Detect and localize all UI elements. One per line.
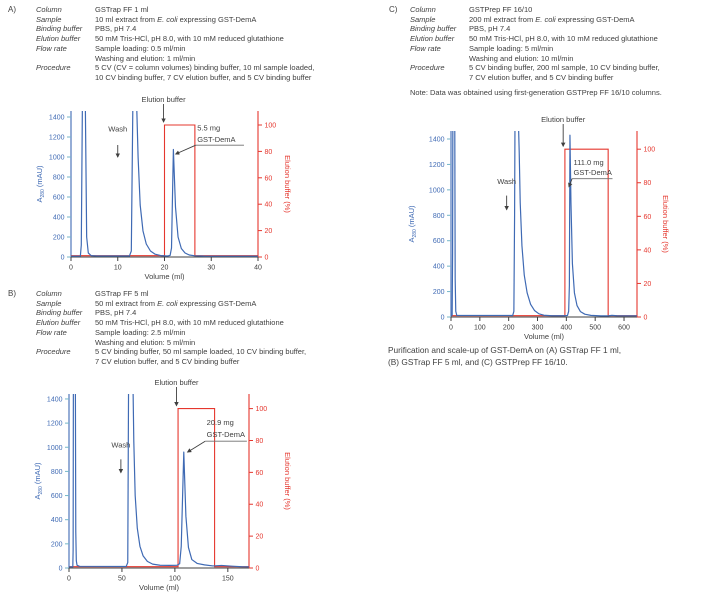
condition-row [36, 289, 306, 299]
condition-value: 5 CV binding buffer, 200 ml sample, 10 CV binding buffer, [469, 63, 660, 73]
wash-label: Wash [497, 177, 517, 187]
y-right-tick-label: 40 [264, 201, 273, 209]
y-left-tick-label: 200 [50, 541, 63, 549]
y-right-tick-label: 20 [255, 533, 264, 541]
y-right-tick-label: 60 [255, 469, 264, 477]
condition-row [36, 34, 314, 44]
condition-key: Column [410, 5, 436, 14]
chromatogram-svg-b [30, 372, 306, 599]
condition-value: Washing and elution: 1 ml/min [95, 53, 196, 63]
condition-row [36, 54, 314, 64]
condition-row [36, 63, 314, 73]
condition-value: GSTrap FF 5 ml [95, 289, 149, 298]
y-right-tick-label: 0 [264, 254, 269, 262]
y-left-tick-label: 0 [440, 314, 445, 322]
condition-key: Binding buffer [36, 308, 83, 318]
chromatogram-a [30, 90, 306, 286]
x-tick-label: 0 [69, 264, 73, 272]
y-left-tick-label: 1400 [48, 114, 65, 122]
y-right-axis-title: Elution buffer (%) [661, 195, 670, 253]
y-right-tick-label: 100 [255, 406, 268, 414]
condition-row [36, 308, 306, 318]
x-tick-label: 500 [589, 324, 602, 332]
condition-key [36, 73, 95, 83]
condition-value: PBS, pH 7.4 [95, 308, 137, 318]
y-right-tick-label: 40 [255, 501, 264, 509]
condition-value: Washing and elution: 10 ml/min [469, 53, 574, 63]
x-tick-label: 0 [449, 324, 453, 332]
condition-row [36, 328, 306, 338]
condition-key: Procedure [36, 63, 71, 73]
condition-value: 10 ml extract from E. coli expressing GST-DemA [95, 14, 257, 24]
x-axis-title: Volume (ml) [144, 272, 185, 281]
condition-row [410, 34, 662, 44]
condition-row [410, 5, 662, 15]
peak-arrow [188, 441, 206, 452]
y-left-tick-label: 1200 [46, 420, 63, 428]
condition-value: PBS, pH 7.4 [469, 24, 511, 34]
x-tick-label: 100 [473, 324, 486, 332]
condition-key: Procedure [36, 347, 71, 357]
y-left-axis-title: $A_{280}$ (mAU) [35, 165, 46, 203]
panel-b-conditions-table [36, 289, 306, 367]
condition-row [36, 357, 306, 367]
elution-step-trace [71, 125, 258, 256]
condition-key [36, 54, 95, 64]
condition-value: 10 CV binding buffer, 7 CV elution buffer, and 5 CV binding buffer [95, 72, 312, 82]
y-left-tick-label: 0 [58, 565, 63, 573]
condition-key: Flow rate [410, 43, 441, 53]
condition-value: Sample loading: 0.5 ml/min [95, 43, 186, 53]
condition-value: Sample loading: 5 ml/min [469, 43, 554, 53]
elution-buffer-label: Elution buffer [141, 95, 186, 104]
y-left-tick-label: 200 [52, 234, 65, 242]
panel-a-label: A) [8, 5, 16, 14]
wash-label: Wash [108, 124, 128, 134]
panel-c-conditions [389, 5, 662, 97]
condition-key: Binding buffer [410, 24, 457, 34]
y-left-tick-label: 600 [432, 238, 445, 246]
y-left-tick-label: 200 [432, 289, 445, 297]
y-right-tick-label: 100 [264, 122, 277, 130]
condition-row [36, 44, 314, 54]
condition-row [36, 24, 314, 34]
x-tick-label: 150 [221, 575, 234, 583]
condition-value: Sample loading: 2.5 ml/min [95, 327, 186, 337]
y-right-tick-label: 80 [264, 148, 273, 156]
condition-row [36, 299, 306, 309]
y-left-tick-label: 800 [50, 468, 63, 476]
condition-key: Elution buffer [36, 318, 81, 328]
condition-value: Washing and elution: 5 ml/min [95, 337, 196, 347]
panel-c-note: Note: Data was obtained using first-generation GSTPrep FF 16/10 columns. [410, 87, 662, 97]
condition-value: 50 mM Tris-HCl, pH 8.0, with 10 mM reduced glutathione [95, 34, 284, 44]
y-left-tick-label: 1200 [48, 134, 65, 142]
condition-key: Binding buffer [36, 24, 83, 34]
condition-key: Procedure [410, 63, 445, 73]
y-right-tick-label: 80 [255, 437, 264, 445]
condition-key: Elution buffer [36, 34, 81, 44]
y-left-tick-label: 1400 [428, 136, 445, 144]
peak-arrow [176, 145, 196, 154]
condition-key: Sample [36, 298, 62, 308]
peak-yield-label: 5.5 mg [197, 123, 221, 133]
condition-value: 7 CV elution buffer, and 5 CV binding buffer [469, 72, 614, 82]
panel-a-conditions-table [36, 5, 314, 83]
y-left-tick-label: 0 [60, 254, 65, 262]
y-right-tick-label: 60 [264, 175, 273, 183]
condition-key: Sample [410, 14, 436, 24]
y-left-tick-label: 800 [432, 212, 445, 220]
peak-protein-label: GST-DemA [206, 429, 245, 439]
x-tick-label: 40 [254, 264, 262, 272]
condition-value: GSTPrep FF 16/10 [469, 5, 533, 14]
y-right-tick-label: 100 [643, 146, 656, 154]
y-right-tick-label: 0 [643, 314, 648, 322]
y-right-tick-label: 60 [643, 213, 652, 221]
panel-c-conditions-table [410, 5, 662, 83]
panel-b-label: B) [8, 289, 16, 298]
x-tick-label: 0 [67, 575, 71, 583]
condition-row [36, 5, 314, 15]
condition-key: Flow rate [36, 43, 67, 53]
y-left-tick-label: 1000 [48, 154, 65, 162]
condition-value: 5 CV (CV = column volumes) binding buffer, 10 ml sample loaded, [95, 63, 315, 73]
condition-key: Sample [36, 14, 62, 24]
x-axis-title: Volume (ml) [138, 583, 180, 592]
y-left-axis-title: $A_{280}$ (mAU) [33, 462, 44, 500]
panel-c-label: C) [389, 5, 398, 14]
y-left-tick-label: 1000 [428, 187, 445, 195]
uv-absorbance-trace [451, 116, 641, 316]
x-tick-label: 200 [502, 324, 515, 332]
panel-a-conditions [8, 5, 314, 83]
condition-key [410, 73, 469, 83]
wash-label: Wash [111, 440, 131, 450]
y-left-axis-title: $A_{280}$ (mAU) [407, 205, 418, 243]
x-tick-label: 30 [207, 264, 216, 272]
y-right-axis-title: Elution buffer (%) [283, 155, 292, 213]
elution-buffer-label: Elution buffer [541, 116, 586, 124]
condition-value: 50 ml extract from E. coli expressing GST-DemA [95, 298, 257, 308]
condition-key: Flow rate [36, 327, 67, 337]
chromatogram-c [398, 116, 702, 344]
y-right-tick-label: 20 [643, 280, 652, 288]
chromatogram-svg-c [398, 116, 702, 344]
condition-value: 5 CV binding buffer, 50 ml sample loaded, 10 CV binding buffer, [95, 347, 307, 357]
y-left-tick-label: 1200 [428, 161, 445, 169]
peak-protein-label: GST-DemA [573, 168, 612, 178]
condition-row [410, 44, 662, 54]
x-tick-label: 10 [113, 264, 122, 272]
y-left-tick-label: 1000 [46, 444, 63, 452]
condition-row [410, 15, 662, 25]
condition-row [36, 318, 306, 328]
condition-key: Column [36, 5, 62, 14]
y-right-tick-label: 0 [255, 565, 260, 573]
condition-value: GSTrap FF 1 ml [95, 5, 149, 14]
y-right-tick-label: 80 [643, 180, 652, 188]
condition-row [410, 73, 662, 83]
x-tick-label: 300 [531, 324, 544, 332]
y-right-axis-title: Elution buffer (%) [283, 452, 292, 510]
chromatogram-b [30, 372, 306, 599]
y-left-tick-label: 600 [50, 493, 63, 501]
x-tick-label: 400 [560, 324, 573, 332]
x-tick-label: 20 [160, 264, 169, 272]
y-right-tick-label: 20 [264, 228, 273, 236]
x-tick-label: 100 [169, 575, 181, 583]
peak-yield-label: 20.9 mg [206, 417, 234, 427]
y-left-tick-label: 800 [52, 174, 65, 182]
y-left-tick-label: 1400 [46, 396, 63, 404]
caption-line-2: (B) GSTrap FF 5 ml, and (C) GSTPrep FF 16/10. [388, 357, 568, 367]
x-tick-label: 600 [618, 324, 630, 332]
x-tick-label: 50 [118, 575, 126, 583]
condition-row [410, 63, 662, 73]
peak-yield-label: 111.0 mg [573, 158, 604, 168]
figure-caption [388, 344, 705, 368]
condition-row [36, 338, 306, 348]
condition-key: Column [36, 289, 62, 298]
y-left-tick-label: 400 [50, 517, 63, 525]
condition-row [36, 15, 314, 25]
y-right-tick-label: 40 [643, 247, 652, 255]
peak-protein-label: GST-DemA [197, 135, 236, 144]
y-left-tick-label: 400 [432, 263, 445, 271]
condition-value: 7 CV elution buffer, and 5 CV binding buffer [95, 356, 240, 366]
condition-value: 50 mM Tris-HCl, pH 8.0, with 10 mM reduced glutathione [469, 34, 658, 44]
elution-buffer-label: Elution buffer [154, 378, 199, 387]
x-axis-title: Volume (ml) [523, 332, 565, 341]
condition-row [36, 347, 306, 357]
condition-value: 200 ml extract from E. coli expressing GST-DemA [469, 14, 635, 24]
chromatogram-svg-a [30, 90, 306, 286]
panel-b-conditions [8, 289, 306, 367]
condition-row [36, 73, 314, 83]
uv-absorbance-trace [69, 375, 249, 567]
caption-line-1: Purification and scale-up of GST-DemA on (A) GSTrap FF 1 ml, [388, 345, 622, 355]
condition-row [410, 54, 662, 64]
y-left-tick-label: 400 [52, 214, 65, 222]
condition-row [410, 24, 662, 34]
condition-value: PBS, pH 7.4 [95, 24, 137, 34]
condition-key [410, 54, 469, 64]
y-left-tick-label: 600 [52, 194, 65, 202]
condition-key [36, 357, 95, 367]
condition-key [36, 338, 95, 348]
condition-value: 50 mM Tris-HCl, pH 8.0, with 10 mM reduced glutathione [95, 318, 284, 328]
condition-key: Elution buffer [410, 34, 455, 44]
